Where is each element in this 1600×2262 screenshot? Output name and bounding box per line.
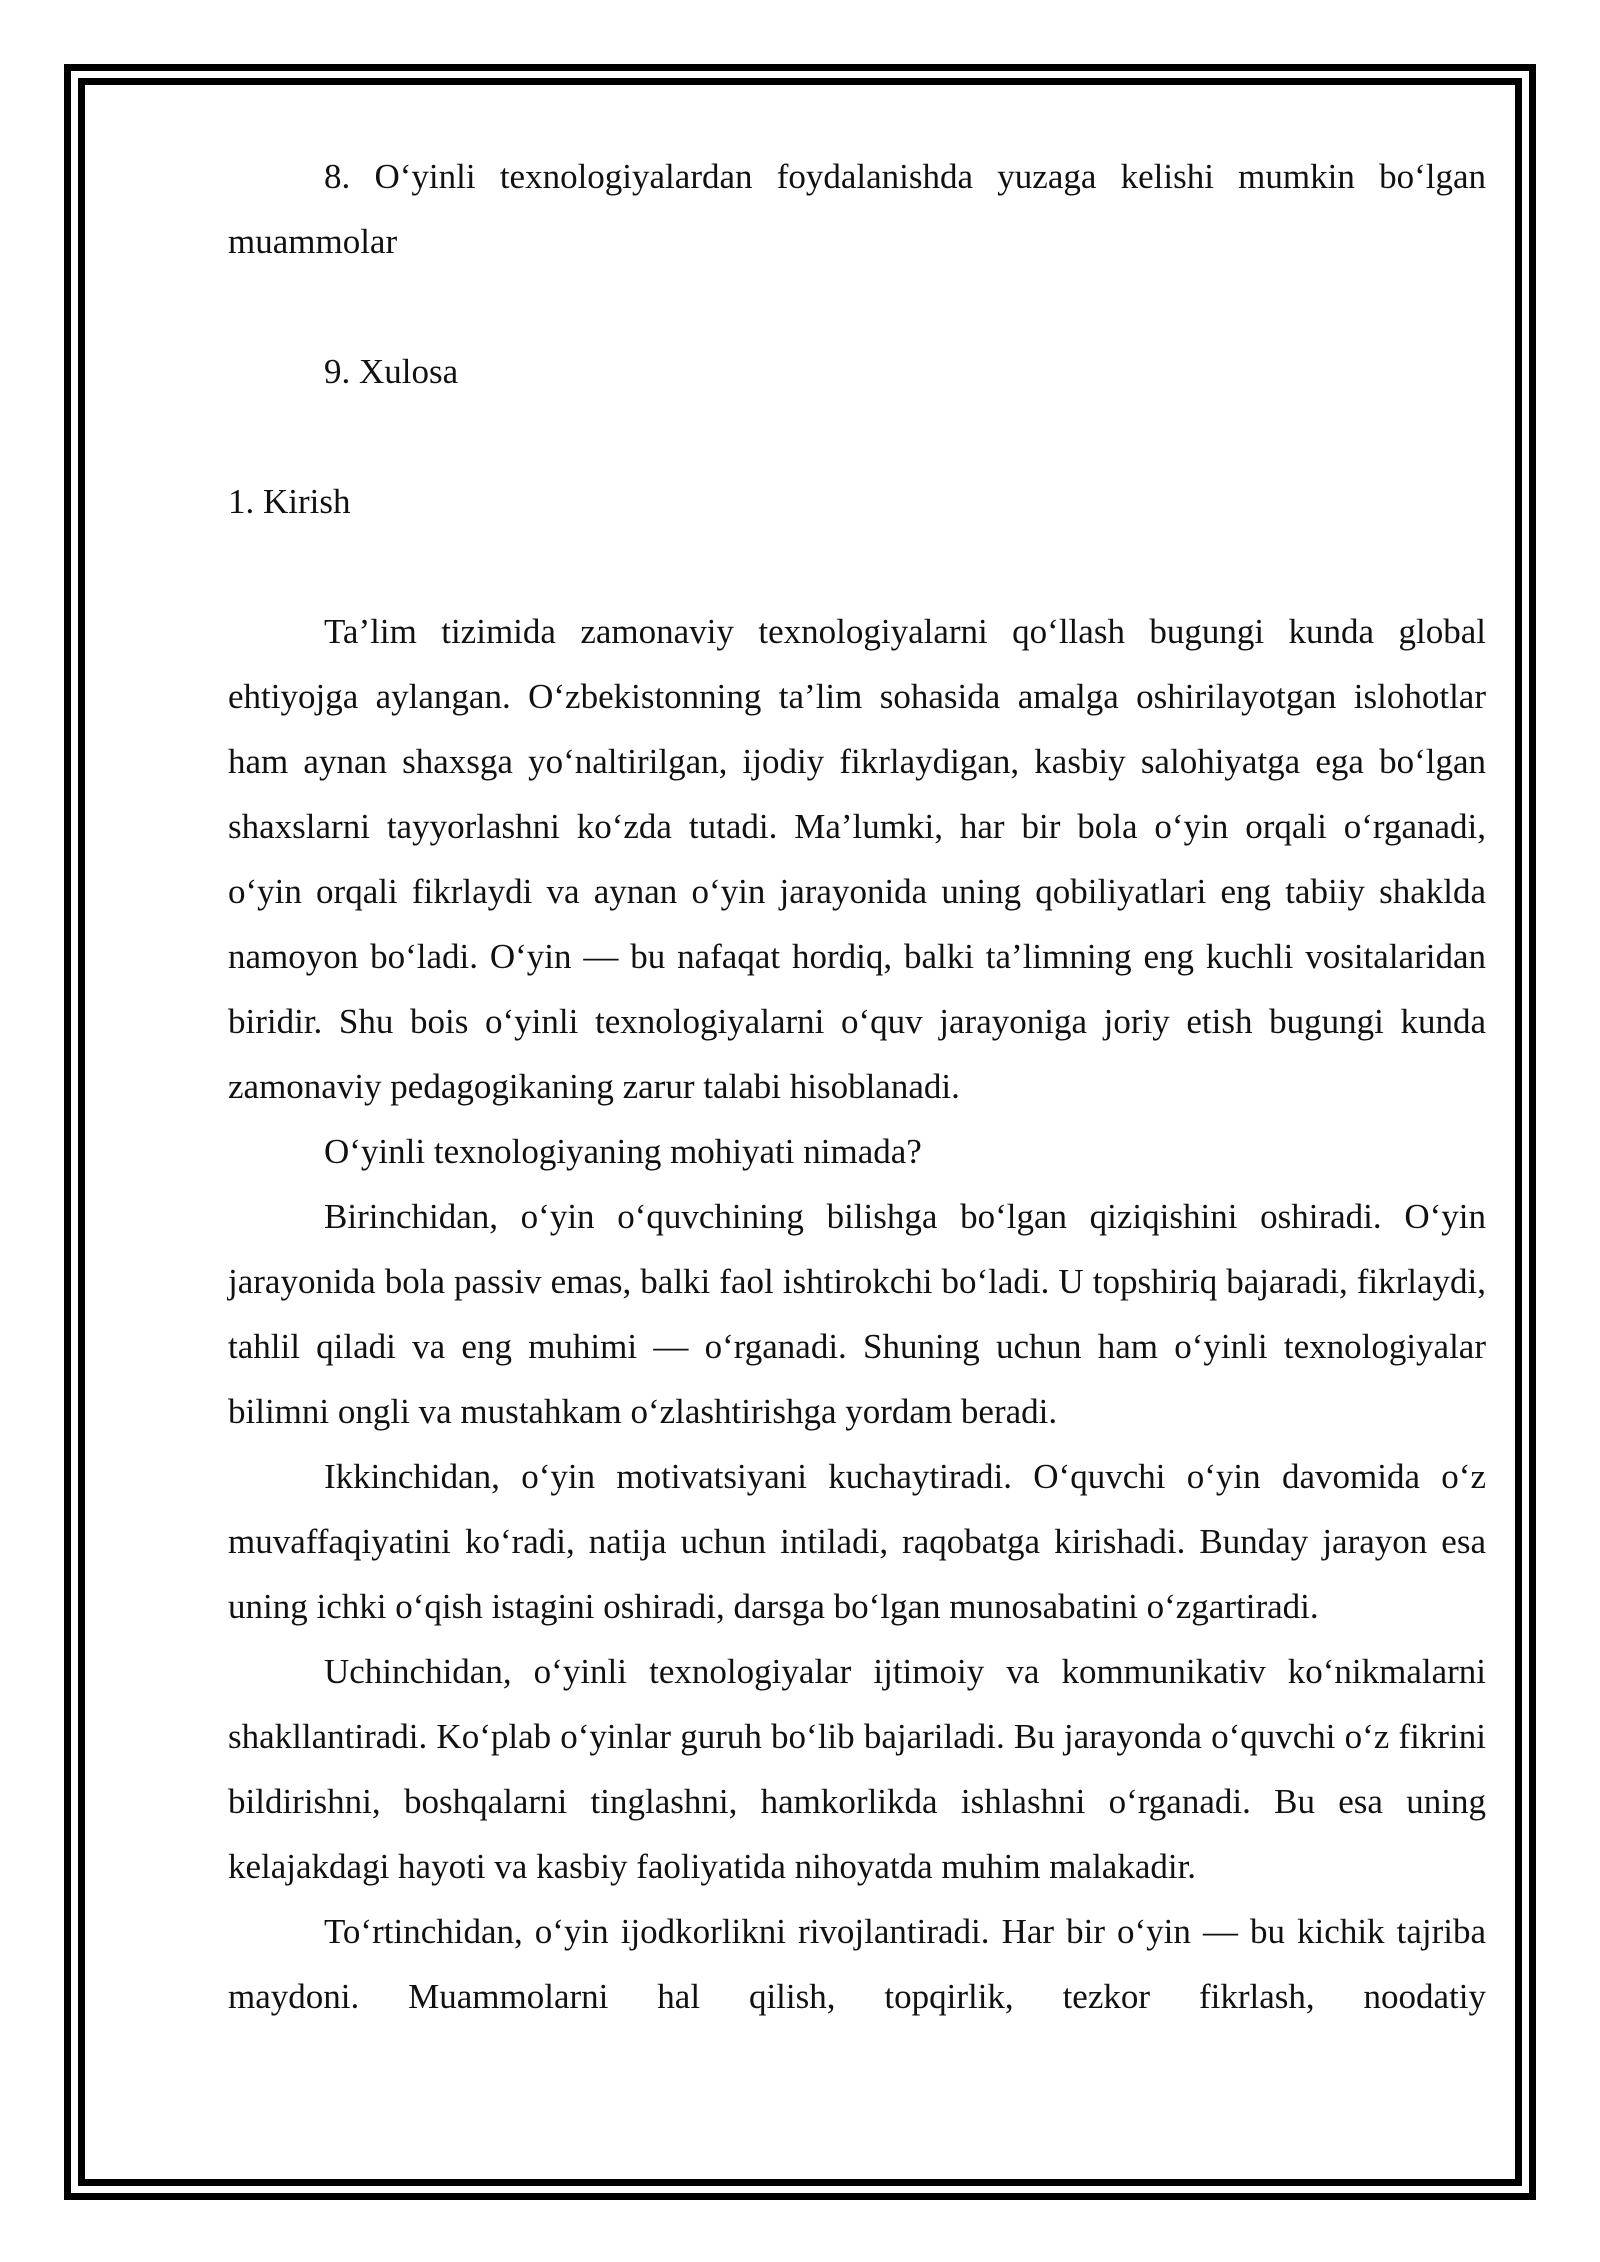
paragraph-question: O‘yinli texnologiyaning mohiyati nimada? — [324, 1132, 922, 1171]
paragraph-third: Uchinchidan, o‘yinli texnologiyalar ijtimoiy va kommunikativ ko‘nikmalarni shakllantiradi. Ko‘plab o‘yinlar guruh bo‘lib bajariladi. Bu jarayonda o‘quvchi o‘z fikrini bildirishni, boshqalarni tinglashni, hamkorlikda ishlashni o‘rganadi. Bu esa uning kelajakdagi hayoti va kasbiy faoliyatida nihoyatda muhim malakadir. — [228, 1652, 1486, 1886]
document-body — [228, 144, 1486, 2029]
paragraph-second: Ikkinchidan, o‘yin motivatsiyani kuchaytiradi. O‘quvchi o‘yin davomida o‘z muvaffaqiyatini ko‘radi, natija uchun intiladi, raqobatga kirishadi. Bunday jarayon esa uning ichki o‘qish istagini oshiradi, darsga bo‘lgan munosabatini o‘zgartiradi. — [228, 1457, 1486, 1626]
paragraph-intro: Ta’lim tizimida zamonaviy texnologiyalarni qo‘llash bugungi kunda global ehtiyojga aylangan. O‘zbekistonning ta’lim sohasida amalga oshirilayotgan islohotlar ham aynan shaxsga yo‘naltirilgan, ijodiy fikrlaydigan, kasbiy salohiyatga ega bo‘lgan shaxslarni tayyorlashni ko‘zda tutadi. Ma’lumki, har bir bola o‘yin orqali o‘rganadi, o‘yin orqali fikrlaydi va aynan o‘yin jarayonida uning qobiliyatlari eng tabiiy shaklda namoyon bo‘ladi. O‘yin — bu nafaqat hordiq, balki ta’limning eng kuchli vositalaridan biridir. Shu bois o‘yinli texnologiyalarni o‘quv jarayoniga joriy etish bugungi kunda zamonaviy pedagogikaning zarur talabi hisoblanadi. — [228, 612, 1486, 1106]
paragraph-first: Birinchidan, o‘yin o‘quvchining bilishga bo‘lgan qiziqishini oshiradi. O‘yin jarayonida bola passiv emas, balki faol ishtirokchi bo‘ladi. U topshiriq bajaradi, fikrlaydi, tahlil qiladi va eng muhimi — o‘rganadi. Shuning uchun ham o‘yinli texnologiyalar bilimni ongli va mustahkam o‘zlashtirishga yordam beradi. — [228, 1197, 1486, 1431]
section-heading: 1. Kirish — [228, 482, 351, 521]
paragraph-fourth: To‘rtinchidan, o‘yin ijodkorlikni rivojlantiradi. Har bir o‘yin — bu kichik tajriba maydoni. Muammolarni hal qilish, topqirlik, tezkor fikrlash, noodatiy — [228, 1912, 1486, 2016]
toc-item-8: 8. O‘yinli texnologiyalardan foydalanishda yuzaga kelishi mumkin bo‘lgan muammolar — [228, 157, 1486, 261]
toc-item-9: 9. Xulosa — [324, 352, 459, 391]
